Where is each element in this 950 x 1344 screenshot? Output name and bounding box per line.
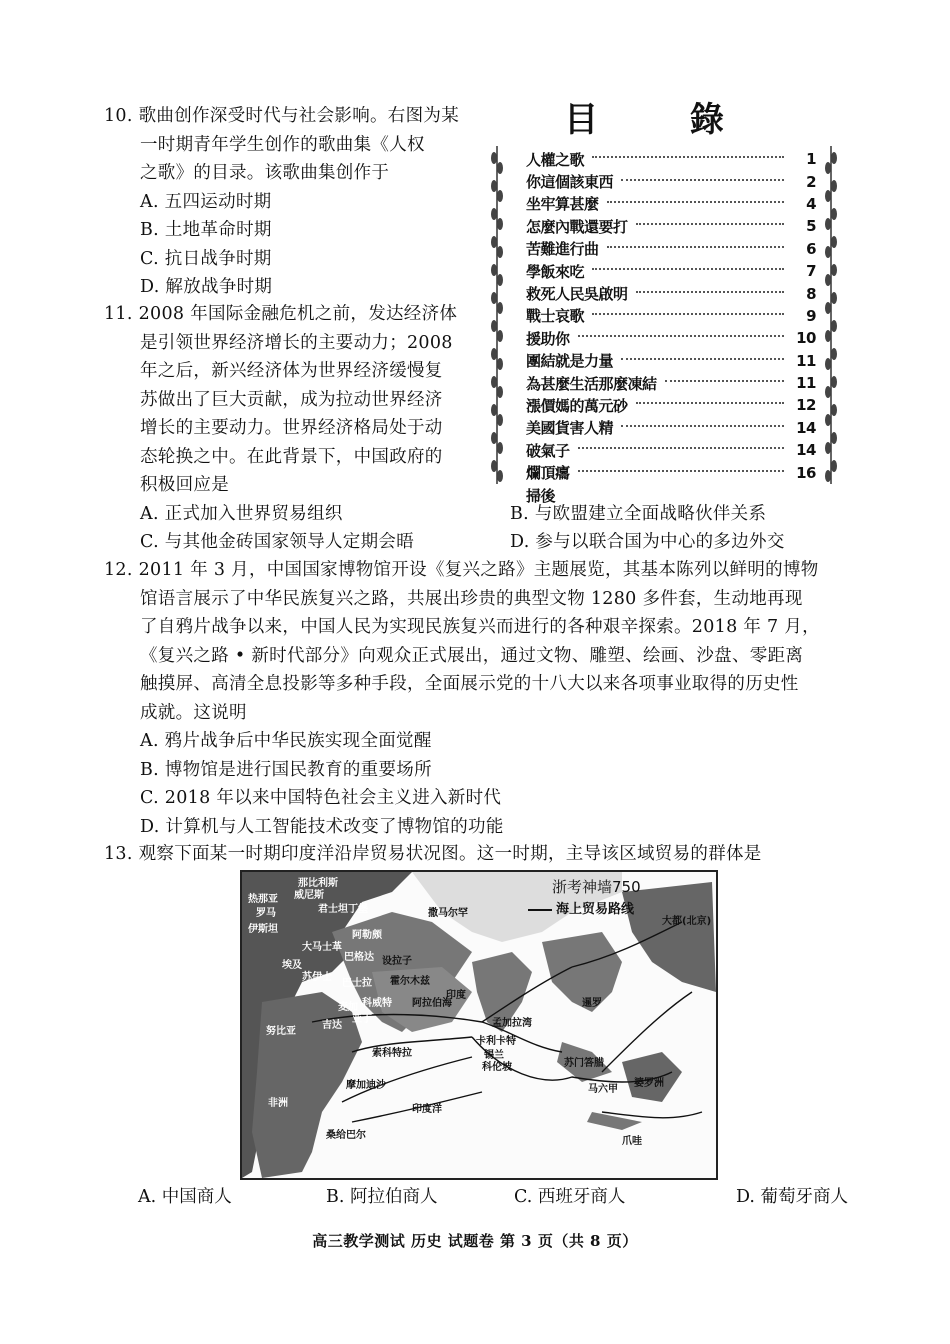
map-label: 婆罗洲 <box>634 1078 664 1089</box>
question-13-option-d[interactable]: D. 葡萄牙商人 <box>735 1187 848 1207</box>
toc-leader-dots <box>592 156 784 158</box>
toc-row <box>526 461 816 483</box>
toc-leader-dots <box>636 291 784 293</box>
map-label: 伊斯坦 <box>248 924 278 935</box>
question-12 <box>104 556 844 841</box>
toc-page-number: 16 <box>796 463 816 482</box>
toc-page-number: 12 <box>796 396 816 415</box>
question-11-stem-line: 是引领世界经济增长的主要动力；2008 <box>140 332 453 353</box>
map-label: 君士坦丁堡 <box>318 904 368 915</box>
question-11-stem-line: 年之后，新兴经济体为世界经济缓慢复 <box>140 361 443 381</box>
map-label: 热那亚 <box>248 894 278 905</box>
question-11-stem-line: 态轮换之中。在此背景下，中国政府的 <box>140 446 443 467</box>
question-10-option-b[interactable]: B. 土地革命时期 <box>140 220 272 240</box>
map-label: 非洲 <box>268 1098 288 1109</box>
toc-row <box>526 417 816 439</box>
toc-song-title: 破氣子 <box>526 441 570 460</box>
map-label: 卡利卡特 <box>476 1036 516 1047</box>
toc-leader-dots <box>578 335 784 337</box>
question-12-option-a[interactable]: A. 鸦片战争后中华民族实现全面觉醒 <box>140 731 432 751</box>
toc-page-number: 9 <box>806 306 816 325</box>
map-label: 霍尔木兹 <box>390 976 430 987</box>
toc-page-number: 14 <box>796 418 816 437</box>
toc-leader-dots <box>592 313 784 315</box>
toc-song-title: 團結就是力量 <box>526 352 614 371</box>
toc-row <box>526 327 816 349</box>
toc-row <box>526 193 816 215</box>
map-legend-route <box>528 898 634 917</box>
map-label: 索科特拉 <box>372 1048 412 1059</box>
toc-row <box>526 439 816 461</box>
toc-page-number: 11 <box>796 351 816 370</box>
map-label: 印度 <box>446 990 466 1001</box>
question-10-option-c[interactable]: C. 抗日战争时期 <box>140 248 272 269</box>
toc-leader-dots <box>665 380 784 382</box>
toc-song-title: 學飯來吃 <box>526 262 585 281</box>
question-13-stem: 13. 观察下面某一时期印度洋沿岸贸易状况图。这一时期，主导该区域贸易的群体是 <box>104 844 762 864</box>
vine-border-left <box>490 146 504 484</box>
map-label: 亚丁 <box>352 1014 372 1025</box>
map-label: 那比利斯 <box>298 878 338 889</box>
question-10 <box>104 102 484 302</box>
toc-leader-dots <box>607 246 784 248</box>
map-label: 苏门答腊 <box>564 1058 604 1069</box>
toc-song-title: 美國貨害人精 <box>526 419 614 438</box>
toc-page-number: 4 <box>806 194 816 213</box>
question-11-option-a[interactable]: A. 正式加入世界贸易组织 <box>140 503 343 524</box>
map-label: 吉达 <box>322 1020 342 1031</box>
question-10-option-a[interactable]: A. 五四运动时期 <box>140 191 272 212</box>
toc-page-number: 5 <box>806 217 816 236</box>
question-11-stem-line: 苏做出了巨大贡献，成为拉动世界经济 <box>140 389 443 410</box>
toc-row <box>526 282 816 304</box>
indian-ocean-trade-map <box>240 870 718 1180</box>
toc-song-title: 戰士哀歌 <box>526 307 585 326</box>
question-11-stem-line: 增长的主要动力。世界经济格局处于动 <box>140 418 443 438</box>
toc-song-title: 爛頂癟 <box>526 464 570 483</box>
question-12-option-d[interactable]: D. 计算机与人工智能技术改变了博物馆的功能 <box>140 816 504 837</box>
toc-page-number: 10 <box>796 329 816 348</box>
toc-page-number: 11 <box>796 374 816 393</box>
toc-leader-dots <box>607 201 784 203</box>
question-13-option-c[interactable]: C. 西班牙商人 <box>514 1187 626 1207</box>
toc-leader-dots <box>592 268 784 270</box>
map-label: 马六甲 <box>588 1084 618 1095</box>
question-12-stem-line: 了自鸦片战争以来，中国人民为实现民族复兴而进行的各种艰辛探索。2018 年 7 月， <box>140 617 820 637</box>
question-12-stem-line: 《复兴之路 • 新时代部分》向观众正式展出，通过文物、雕塑、绘画、沙盘、零距离 <box>140 645 804 666</box>
question-11-option-b[interactable]: B. 与欧盟建立全面战略伙伴关系 <box>510 503 767 524</box>
toc-song-title: 你這個該東西 <box>526 173 614 192</box>
map-label: 大都(北京) <box>662 916 712 927</box>
toc-leader-dots <box>636 402 784 404</box>
toc-row <box>526 170 816 192</box>
songbook-contents-image <box>488 100 840 505</box>
toc-page-number: 8 <box>806 284 816 303</box>
map-label: 巴格达 <box>344 952 374 963</box>
map-label: 科伦坡 <box>482 1062 512 1073</box>
question-11-option-d[interactable]: D. 参与以联合国为中心的多边外交 <box>510 532 785 552</box>
toc-leader-dots <box>578 470 784 472</box>
map-label: 苏伊士 <box>302 972 332 983</box>
map-label: 努比亚 <box>266 1026 296 1037</box>
vine-border-right <box>824 146 838 484</box>
map-label: 科威特 <box>362 998 392 1009</box>
map-label: 麦加 <box>338 1002 358 1013</box>
toc-song-title: 怎麼內戰還要打 <box>526 217 628 236</box>
map-label: 阿勒颇 <box>352 930 382 941</box>
question-12-stem-line: 12. 2011 年 3 月，中国国家博物馆开设《复兴之路》主题展览，其基本陈列以鲜明的博物 <box>104 560 819 580</box>
toc-song-title: 苦難進行曲 <box>526 240 599 259</box>
question-13-option-b[interactable]: B. 阿拉伯商人 <box>326 1187 438 1207</box>
toc-title: 目 錄 <box>564 100 764 140</box>
toc-page-number: 14 <box>796 441 816 460</box>
toc-row <box>526 238 816 260</box>
toc-leader-dots <box>621 358 784 360</box>
question-11-option-c[interactable]: C. 与其他金砖国家领导人定期会晤 <box>140 532 414 552</box>
toc-leader-dots <box>636 223 784 225</box>
question-12-stem-line: 触摸屏、高清全息投影等多种手段，全面展示党的十八大以来各项事业取得的历史性 <box>140 674 799 694</box>
toc-row <box>526 260 816 282</box>
question-10-stem-line: 一时期青年学生创作的歌曲集《人权 <box>140 134 425 155</box>
map-label: 设拉子 <box>382 956 412 967</box>
toc-page-number: 1 <box>806 150 816 169</box>
toc-song-title: 坐牢算甚麼 <box>526 195 599 214</box>
question-13-options <box>138 1183 848 1211</box>
map-label: 罗马 <box>256 908 276 919</box>
toc-song-title: 人權之歌 <box>526 150 585 169</box>
toc-song-title: 援助你 <box>526 329 570 348</box>
question-10-stem-line: 之歌》的目录。该歌曲集创作于 <box>140 163 390 183</box>
map-label: 爪哇 <box>622 1136 642 1147</box>
map-label: 阿拉伯海 <box>412 998 452 1009</box>
map-label: 威尼斯 <box>294 890 324 901</box>
map-label: 摩加迪沙 <box>346 1080 386 1091</box>
toc-list <box>526 148 816 506</box>
route-line-icon <box>528 909 552 911</box>
map-legend-route-text: 海上贸易路线 <box>556 902 635 917</box>
map-label: 埃及 <box>282 960 302 971</box>
map-label: 锡兰 <box>484 1050 504 1061</box>
question-13 <box>104 840 844 869</box>
question-12-option-c[interactable]: C. 2018 年以来中国特色社会主义进入新时代 <box>140 788 502 808</box>
map-legend-title: 浙考神墙750 <box>552 878 641 896</box>
toc-row <box>526 305 816 327</box>
question-12-stem-line: 成就。这说明 <box>140 702 247 723</box>
toc-row <box>526 394 816 416</box>
question-12-option-b[interactable]: B. 博物馆是进行国民教育的重要场所 <box>140 759 432 780</box>
map-label: 巴士拉 <box>342 978 372 989</box>
toc-leader-dots <box>621 179 784 181</box>
question-11-stem-line: 11. 2008 年国际金融危机之前，发达经济体 <box>104 304 458 324</box>
question-12-stem-line: 馆语言展示了中华民族复兴之路，共展出珍贵的典型文物 1280 多件套，生动地再现 <box>140 588 803 609</box>
map-drawing <box>242 872 716 1178</box>
toc-song-title: 救死人民吳啟明 <box>526 285 628 304</box>
toc-song-title: 為甚麼生活那麼凍結 <box>526 374 657 393</box>
toc-song-title: 掃後 <box>526 486 556 505</box>
map-label: 桑给巴尔 <box>326 1130 366 1141</box>
map-label: 大马士革 <box>302 942 342 953</box>
toc-leader-dots <box>578 447 784 449</box>
question-11-stem-line: 积极回应是 <box>140 475 229 495</box>
map-label: 印度洋 <box>412 1104 442 1115</box>
toc-page-number: 6 <box>806 239 816 258</box>
toc-row <box>526 372 816 394</box>
map-label: 暹罗 <box>582 998 602 1009</box>
toc-row <box>526 148 816 170</box>
page-footer: 高三教学测试 历史 试题卷 第 3 页（共 8 页） <box>312 1232 638 1250</box>
toc-page-number: 2 <box>806 172 816 191</box>
question-13-option-a[interactable]: A. 中国商人 <box>138 1187 232 1207</box>
toc-row <box>526 215 816 237</box>
question-10-stem-line: 10. 歌曲创作深受时代与社会影响。右图为某 <box>104 106 459 126</box>
map-label: 撒马尔罕 <box>428 908 468 919</box>
toc-page-number: 7 <box>806 262 816 281</box>
question-10-option-d[interactable]: D. 解放战争时期 <box>140 277 273 297</box>
toc-leader-dots <box>621 425 784 427</box>
map-label: 孟加拉湾 <box>492 1018 532 1029</box>
toc-song-title: 漲價媽的萬元砂 <box>526 396 628 415</box>
toc-row <box>526 350 816 372</box>
question-11-options <box>104 500 900 557</box>
